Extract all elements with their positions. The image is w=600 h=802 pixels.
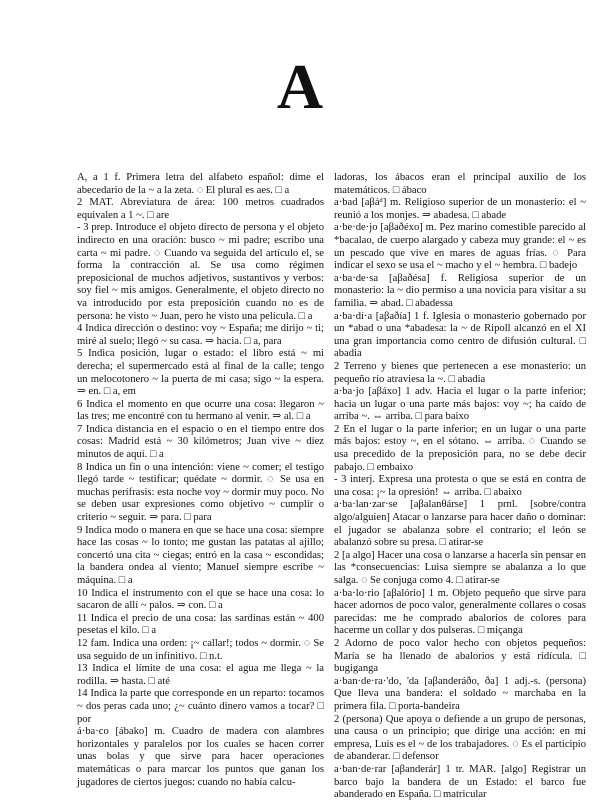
entry-abadia-2: 2 Terreno y bienes que pertenecen a ese monasterio: un pequeño río atraviesa la ~. □ abadia — [334, 360, 586, 385]
entry-abaco: á·ba·co [ábako] m. Cuadro de madera con alambres horizontales y paralelos por los cuales se hacen correr unas bolas y que sirve para hacer operaciones matemáticas o para marcar los puntos que ganan los jugadores de ciertos juegos: cuando no había calcu- — [77, 726, 324, 788]
entry-abajo-1: a·ba·jo [aβáxo] 1 adv. Hacia el lugar o la parte inferior; hacia un lugar o una parte más bajos: voy ~; ha caído de arriba ~. ⇔ arriba. □ para baixo — [334, 386, 586, 423]
entry-a-14: 14 Indica la parte que corresponde en un reparto: tocamos ~ dos peras cada uno; ¿~ cuánto dinero vamos a tocar? □ por — [77, 688, 324, 725]
entry-abajo-3: - 3 interj. Expresa una protesta o que se está en contra de una cosa: ¡~ la opresión! ⇔ arriba. □ abaixo — [334, 474, 586, 498]
entry-a-13: 13 Indica el límite de una cosa: el agua me llega ~ la rodilla. ⇒ hasta. □ até — [77, 663, 324, 687]
entry-a-9: 9 Indica modo o manera en que se hace una cosa: siempre hace las cosas ~ lo tonto; me gustan las patatas al ajillo; concertó una cita ~ ciegas; entró en la casa ~ escondidas; la bandera ondea al viento; Manuel siempre escribe ~ máquina. □ a — [77, 524, 324, 586]
entry-a-10: 10 Indica el instrumento con el que se hace una cosa: lo sacaron de allí ~ palos. ⇒ con. □ a — [77, 587, 324, 612]
entry-a-6: 6 Indica el momento en que ocurre una cosa: llegaron ~ las tres; me encontré con tu hermano al venir. ⇒ al. □ a — [77, 398, 324, 423]
entry-abaco-cont: ladoras, los ábacos eran el principal auxilio de los matemáticos. □ ábaco — [334, 172, 586, 196]
entry-abalorio-1: a·ba·lo·rio [aβalório] 1 m. Objeto pequeño que sirve para hacer adornos de poco valor, generalmente collares o cosas parecidas: me he comprado abalorios de colores para hacerme un collar y dos pulseras. □ miçanga — [334, 587, 586, 637]
entry-a-7: 7 Indica distancia en el espacio o en el tiempo entre dos cosas: Madrid está ~ 30 kilómetros; Juan vive ~ diez minutos de aquí. □ a — [77, 423, 324, 461]
entry-a-2: 2 MAT. Abreviatura de área: 100 metros cuadrados equivalen a 1 ~. □ are — [77, 197, 324, 221]
entry-abad: a·bad [aβáᵈ] m. Religioso superior de un monasterio: el ~ reunió a los monjes. ⇒ abadesa. □ abade — [334, 197, 586, 221]
entry-abalanzarse-2: 2 [a algo] Hacer una cosa o lanzarse a hacerla sin pensar en las *consecuencias: Luisa siempre se abalanza a lo que salga. ◌ Se conjuga como 4. □ atirar-se — [334, 549, 586, 586]
left-column — [77, 172, 324, 789]
section-letter: A — [276, 51, 324, 122]
entry-abadejo: a·be·de·jo [aβaðéxo] m. Pez marino comestible parecido al *bacalao, de cuerpo alargado y cabeza muy grande: el ~ es un pescado que vive en mares de aguas frías. ◌ Para indicar el sexo se usa el ~ macho y el ~ hembra. □ badejo — [334, 222, 586, 272]
entry-a-1: A, a 1 f. Primera letra del alfabeto español: dime el abecedario de la ~ a la zeta. ◌ El plural es aes. □ a — [77, 172, 324, 196]
entry-a-5: 5 Indica posición, lugar o estado: el libro está ~ mi derecha; el supermercado está al final de la calle; tengo un melocotonero ~ la puerta de mi casa; sigo ~ la espera. ⇒ en. □ a, em — [77, 348, 324, 398]
entry-a-8: 8 Indica un fin o una intención: viene ~ comer; el testigo llegó tarde ~ testificar; quédate ~ dormir. ◌ Se usa en muchas perífrasis: esta noche voy ~ dormir muy poco. No se deben usar expresiones como objetivo ~ cumplir o criterio ~ seguir. ⇒ para. □ para — [77, 461, 324, 524]
entry-abadesa: a·ba·de·sa [aβaðésa] f. Religiosa superior de un monasterio: la ~ dio permiso a una novicia para visitar a su familia. ⇒ abad. □ abadessa — [334, 272, 586, 309]
entry-a-11: 11 Indica el precio de una cosa: las sardinas están ~ 400 pesetas el kilo. □ a — [77, 612, 324, 637]
entry-a-3: - 3 prep. Introduce el objeto directo de persona y el objeto indirecto en una oración: busco ~ mi padre; escribo una carta ~ mi padre. ◌ Cuando va seguida del artículo el, se forma la contracción al. Se usa como régimen preposicional de muchos adjetivos, sustantivos y verbos: soy fiel ~ mis amigos. Generalmente, el objeto directo no va introducido por esta preposición cuando no es de persona: he visto ~ Juan, pero he visto una película. □ a — [77, 222, 324, 322]
entry-abanderado-1: a·ban·de·ra·'do, 'da [aβanderáðo, ða] 1 adj.-s. (persona) Que lleva una bandera: el soldado ~ marchaba en la primera fila. □ porta-bandeira — [334, 675, 586, 712]
entry-abanderar: a·ban·de·rar [aβanderár] 1 tr. MAR. [algo] Registrar un barco bajo la bandera de un Estado: el barco fue abanderado en España. □ matricular — [334, 763, 586, 801]
entry-abalorio-2: 2 Adorno de poco valor hecho con objetos pequeños: María se ha llenado de abalorios y está ridícula. □ bugiganga — [334, 637, 586, 675]
entry-a-12: 12 fam. Indica una orden: ¡~ callar!; todos ~ dormir. ◌ Se usa seguido de un infinitivo. □ n.t. — [77, 637, 324, 662]
entry-abalanzarse-1: a·ba·lan·zar·se [aβalanθárse] 1 prnl. [sobre/contra algo/alguien] Atacar o lanzarse para hacer daño o dominar: el jugador se abalanza sobre el contrario; el león se abalanzó sobre su presa. □ atirar-se — [334, 499, 586, 549]
entry-abadia-1: a·ba·dí·a [aβaðía] 1 f. Iglesia o monasterio gobernado por un *abad o una *abadesa: la ~ de Ripoll alcanzó en el XI una gran importancia como centro de difusión cultural. □ abadia — [334, 310, 586, 360]
entry-abajo-2: 2 En el lugar o la parte inferior; en un lugar o una parte más bajos: estoy ~, en el sótano. ⇔ arriba. ◌ Cuando se usa precedido de la preposición para, no se debe decir pabajo. □ embaixo — [334, 423, 586, 473]
entry-a-4: 4 Indica dirección o destino: voy ~ España; me dirijo ~ ti; miré al suelo; llegó ~ su casa. ⇒ hacia. □ a, para — [77, 323, 324, 347]
entry-abanderado-2: 2 (persona) Que apoya o defiende a un grupo de personas, una causa o un principio; que dirige una acción: en mi empresa, Luis es el ~ de los trabajadores. ◌ Es el participio de abanderar. □ defensor — [334, 713, 586, 763]
right-column — [334, 172, 586, 802]
